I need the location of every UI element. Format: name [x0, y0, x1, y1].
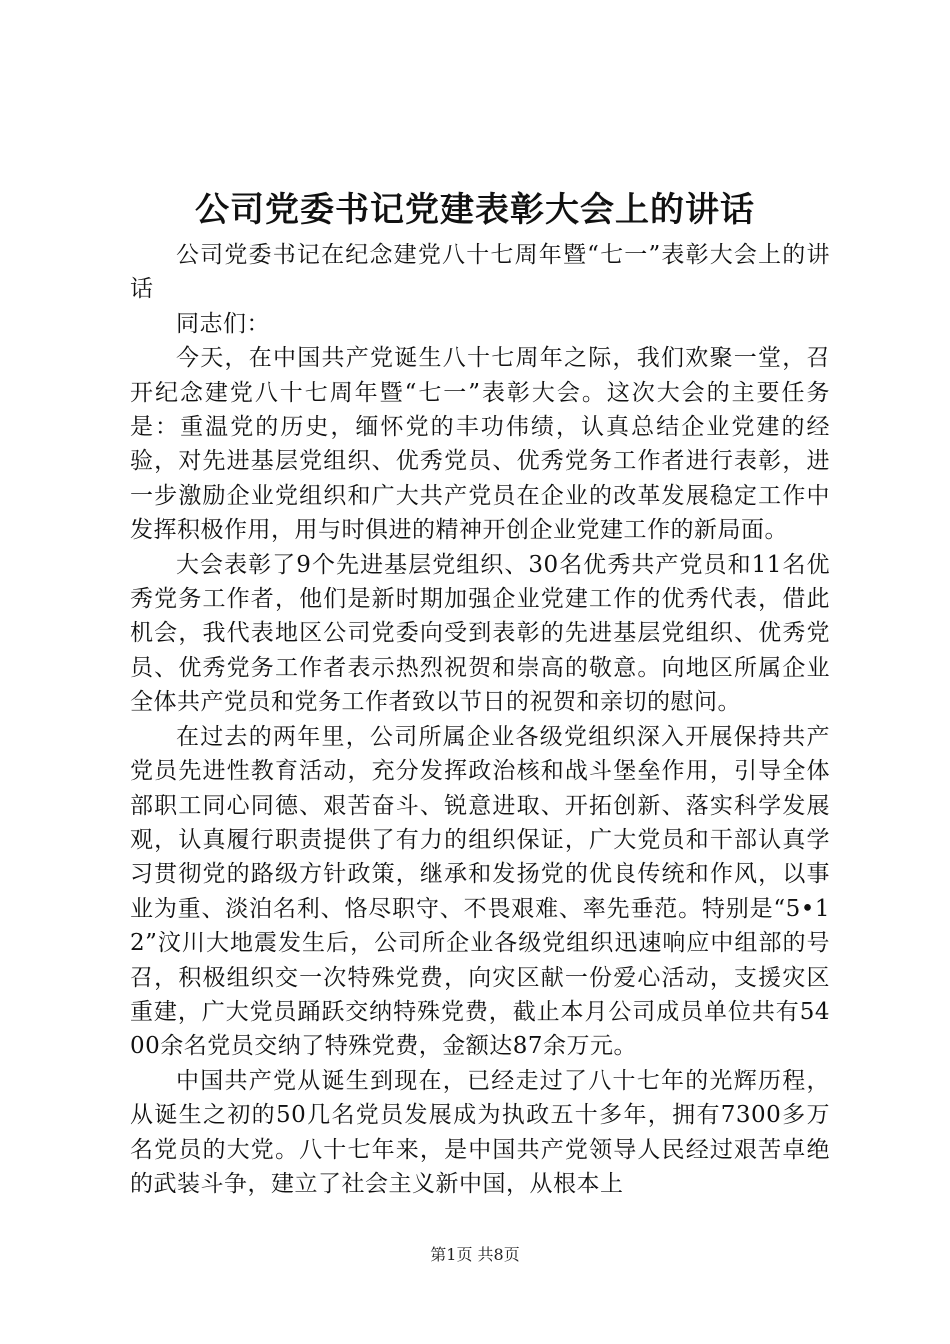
- document-body: [130, 238, 830, 1201]
- paragraph-subtitle: 公司党委书记在纪念建党八十七周年暨“七一”表彰大会上的讲话: [130, 242, 830, 303]
- paragraph: 今天，在中国共产党诞生八十七周年之际，我们欢聚一堂，召开纪念建党八十七周年暨“七一”表彰大会。这次大会的主要任务是：重温党的历史，缅怀党的丰功伟绩，认真总结企业党建的经验，对先进基层党组织、优秀党员、优秀党务工作者进行表彰，进一步激励企业党组织和广大共产党员在企业的改革发展稳定工作中发挥积极作用，用与时俱进的精神开创企业党建工作的新局面。: [130, 345, 830, 544]
- paragraph: 在过去的两年里，公司所属企业各级党组织深入开展保持共产党员先进性教育活动，充分发挥政治核和战斗堡垒作用，引导全体部职工同心同德、艰苦奋斗、锐意进取、开拓创新、落实科学发展观，认真履行职责提供了有力的组织保证，广大党员和干部认真学习贯彻党的路级方针政策，继承和发扬党的优良传统和作风，以事业为重、淡泊名利、恪尽职守、不畏艰难、率先垂范。特别是“5•12”汶川大地震发生后，公司所企业各级党组织迅速响应中组部的号召，积极组织交一次特殊党费，向灾区献一份爱心活动，支援灾区重建，广大党员踊跃交纳特殊党费，截止本月公司成员单位共有5400余名党员交纳了特殊党费，金额达87余万元。: [130, 723, 830, 1060]
- paragraph: 中国共产党从诞生到现在，已经走过了八十七年的光辉历程，从诞生之初的50几名党员发展成为执政五十多年，拥有7300多万名党员的大党。八十七年来，是中国共产党领导人民经过艰苦卓绝的武装斗争，建立了社会主义新中国，从根本上: [130, 1067, 830, 1197]
- paragraph: 大会表彰了9个先进基层党组织、30名优秀共产党员和11名优秀党务工作者，他们是新时期加强企业党建工作的优秀代表，借此机会，我代表地区公司党委向受到表彰的先进基层党组织、优秀党员、优秀党务工作者表示热烈祝贺和崇高的敬意。向地区所属企业全体共产党员和党务工作者致以节日的祝贺和亲切的慰问。: [130, 551, 830, 716]
- paragraph-salutation: 同志们：: [176, 310, 270, 337]
- document-title: 公司党委书记党建表彰大会上的讲话: [195, 190, 755, 230]
- page-number: 第1页 共8页: [430, 1245, 520, 1264]
